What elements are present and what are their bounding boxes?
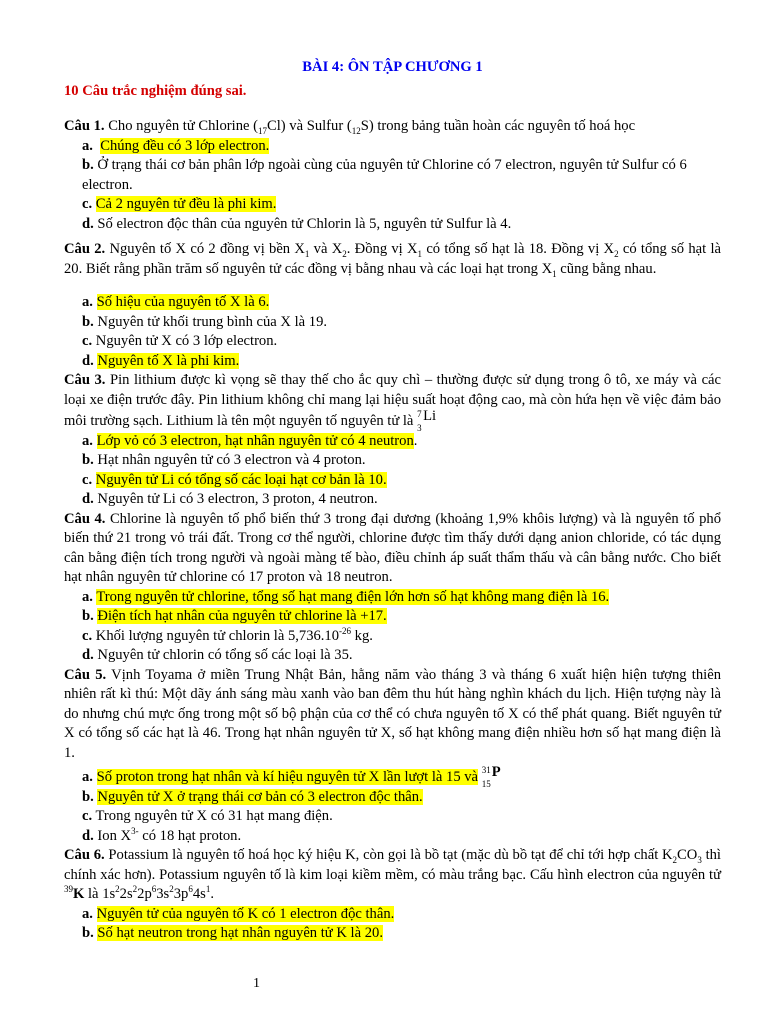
highlighted-statement: Nguyên tử X ở trạng thái cơ bản có 3 electron độc thân. xyxy=(97,788,423,805)
question-label: Câu 3. xyxy=(64,372,106,388)
isotope-symbol-p: 31 15 P xyxy=(481,764,501,789)
question-label: Câu 4. xyxy=(64,510,106,527)
option-c: c. Trong nguyên tử X có 31 hạt mang điện. xyxy=(82,808,333,824)
option-c: c. Cả 2 nguyên tử đều là phi kim. xyxy=(82,196,277,212)
highlighted-statement: Lớp vỏ có 3 electron, hạt nhân nguyên tử có 4 neutron xyxy=(96,432,414,449)
option-d: d. Ion $X^{3-}$ có 18 hạt proton. xyxy=(82,825,242,844)
isotope-symbol-li: 7 3 Li xyxy=(417,408,437,433)
option-b: b. Điện tích hạt nhân của nguyên tử chlorine là +17. xyxy=(82,608,387,624)
highlighted-statement: Số proton trong hạt nhân và kí hiệu nguyên tử X lần lượt là 15 và xyxy=(96,769,479,785)
highlighted-statement: Nguyên tử của nguyên tố K có 1 electron độc thân. xyxy=(96,905,395,922)
option-a: a. Chúng đều có 3 lớp electron. xyxy=(82,137,270,154)
question-label: Câu 1. xyxy=(64,118,105,134)
question-2: Câu 2. Nguyên tố X có 2 đồng vị bền $X_1$ và $X_2$. Đồng vị $X_1$ có tổng số hạt là 18. Đồng vị $X_2$ có tổng số hạt là 20. Biết rằng phần trăm số nguyên tử các đồng vị bằng nhau và các loại hạt trong $X_1$ cũng bằng nhau. xyxy=(64,241,721,279)
option-c: c. Nguyên tử X có 3 lớp electron. xyxy=(82,333,278,349)
question-label: Câu 6. xyxy=(64,847,105,863)
option-d: d. Nguyên tử chlorin có tổng số các loại là 35. xyxy=(82,647,353,663)
option-a: a. Số proton trong hạt nhân và kí hiệu nguyên tử X lần lượt là 15 và 31 15 P xyxy=(82,764,501,789)
option-d: d. Nguyên tử Li có 3 electron, 3 proton, 4 neutron. xyxy=(82,491,378,507)
option-b: b. Nguyên tử khối trung bình của X là 19. xyxy=(82,313,328,330)
option-c: c. Khối lượng nguyên tử chlorin là $5,736.10^{-26}$ kg. xyxy=(82,625,373,644)
question-label: Câu 5. xyxy=(64,666,107,683)
highlighted-statement: Số hiệu của nguyên tố X là 6. xyxy=(96,294,270,310)
isotope-symbol-k: K xyxy=(73,886,85,902)
question-1: Câu 1. Cho nguyên tử Chlorine $(_{17}Cl)$ và Sulfur $(_{12}S)$ trong bảng tuần hoàn các nguyên tố hoá học xyxy=(64,118,636,136)
highlighted-statement: Nguyên tố X là phi kim. xyxy=(97,352,240,369)
document-page xyxy=(64,58,721,944)
option-b: b. Ở trạng thái cơ bản phân lớp ngoài cùng của nguyên tử Chlorine có 7 electron, nguyên tử Sulfur có 6 electron. xyxy=(82,157,687,193)
page-number: 1 xyxy=(253,976,260,991)
highlighted-statement: Chúng đều có 3 lớp electron. xyxy=(100,137,270,154)
question-3: Câu 3. Pin lithium được kì vọng sẽ thay thế cho ắc quy chì – thường được sử dụng trong ô tô, xe máy và các loại xe điện trước đây. Pin lithium không chỉ mang lại hiệu suất hoạt động cao, mà còn hứa hẹn về việc đảm bảo môi trường sạch. Lithium là tên một nguyên tố nguyên tử là 7 3 Li xyxy=(64,372,721,433)
highlighted-statement: Điện tích hạt nhân của nguyên tử chlorine là +17. xyxy=(97,608,387,624)
option-b: b. Số hạt neutron trong hạt nhân nguyên tử K là 20. xyxy=(82,925,383,941)
question-6: Câu 6. Potassium là nguyên tố hoá học ký hiệu K, còn gọi là bồ tạt (mặc dù bồ tạt để chỉ tới hợp chất $K_2CO_3$ thì chính xác hơn). Potassium nguyên tố là kim loại kiềm mềm, có màu trắng bạc. Cấu hình electron của nguyên tử $^{39}$K là $1s^22s^22p^63s^23p^64s^1$. xyxy=(64,847,721,902)
highlighted-statement: Cả 2 nguyên tử đều là phi kim. xyxy=(95,196,277,212)
question-4: Câu 4. Chlorine là nguyên tố phổ biến thứ 3 trong đại dương (khoảng 1,9% khôis lượng) và là nguyên tố phổ biến thứ 21 trong vỏ trái đất. Trong cơ thể người, chlorine được tìm thấy dưới dạng anion chloride, có tác dụng cân bằng điện tích trong người và ngoài màng tế bào, điều chỉnh áp suất thẩm thấu và cân bằng nước. Cho biết hạt nhân nguyên tử chlorine có 17 proton và 18 neutron. xyxy=(64,510,721,585)
highlighted-statement: Số hạt neutron trong hạt nhân nguyên tử K là 20. xyxy=(97,925,383,941)
option-c: c. Nguyên tử Li có tổng số các loại hạt cơ bản là 10. xyxy=(82,471,387,488)
page-title: BÀI 4: ÔN TẬP CHƯƠNG 1 xyxy=(302,59,483,75)
highlighted-statement: Nguyên tử Li có tổng số các loại hạt cơ bản là 10. xyxy=(95,471,387,488)
option-a: a. Nguyên tử của nguyên tố K có 1 electron độc thân. xyxy=(82,905,395,922)
option-a: a. Trong nguyên tử chlorine, tổng số hạt mang điện lớn hơn số hạt không mang điện là 16. xyxy=(82,588,610,605)
option-a: a. Lớp vỏ có 3 electron, hạt nhân nguyên tử có 4 neutron. xyxy=(82,432,418,449)
highlighted-statement: Trong nguyên tử chlorine, tổng số hạt mang điện lớn hơn số hạt không mang điện là 16. xyxy=(96,588,610,605)
option-a: a. Số hiệu của nguyên tố X là 6. xyxy=(82,294,270,310)
option-b: b. Hạt nhân nguyên tử có 3 electron và 4 proton. xyxy=(82,452,366,468)
page-subtitle: 10 Câu trắc nghiệm đúng sai. xyxy=(64,82,247,99)
question-label: Câu 2. xyxy=(64,241,106,257)
option-d: d. Số electron độc thân của nguyên tử Chlorin là 5, nguyên tử Sulfur là 4. xyxy=(82,215,512,232)
question-5: Câu 5. Vịnh Toyama ở miền Trung Nhật Bản, hằng năm vào tháng 3 và tháng 6 xuất hiện hiện tượng thiên nhiên rất kì thú: Một dãy ánh sáng màu xanh vào ban đêm thu hút hàng nghìn khách du lịch. Hiện tượng này là do nhưng chú mực ống trong một số bộ phận của cơ thể có chưa nguyên tố X có thể phát quang. Biết nguyên tử X có tổng số các hạt là 46. Trong hạt nhân nguyên tử X, số hạt không mang điện nhiều hơn số hạt mang điện là 1. xyxy=(64,666,721,761)
option-b: b. Nguyên tử X ở trạng thái cơ bản có 3 electron độc thân. xyxy=(82,788,423,805)
option-d: d. Nguyên tố X là phi kim. xyxy=(82,352,240,369)
